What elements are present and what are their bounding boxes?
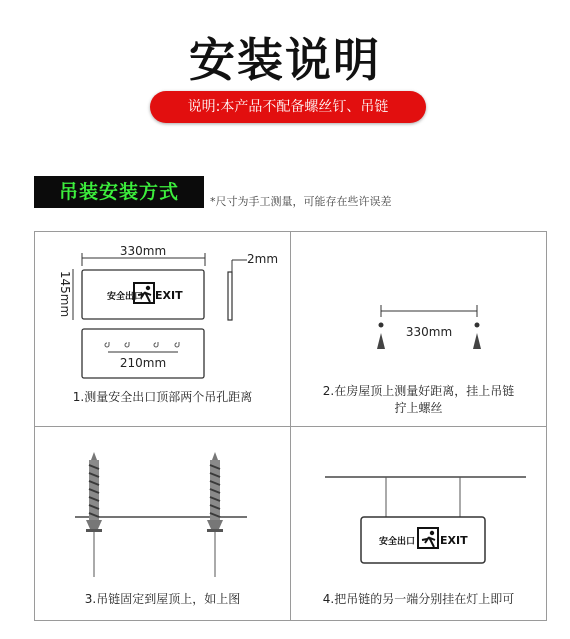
exit-sign-text: 安全出口	[379, 537, 416, 547]
section-title: 吊装安装方式	[34, 176, 204, 208]
sign-back	[82, 329, 204, 378]
notice-banner: 说明:本产品不配备螺丝钉、吊链	[150, 91, 426, 123]
width-label: 330mm	[119, 244, 167, 258]
step-4-caption: 4.把吊链的另一端分别挂在灯上即可	[322, 592, 515, 606]
thickness-label: 2mm	[247, 252, 279, 266]
ceiling-spacing-label: 330mm	[405, 325, 453, 339]
left-screw-icon	[86, 452, 102, 532]
step-2-caption-line1: 2.在房屋顶上测量好距离，挂上吊链	[322, 384, 515, 398]
step-4-panel	[290, 426, 547, 621]
height-label: 145mm	[58, 270, 72, 318]
right-screw-icon	[207, 452, 223, 532]
step-1-panel	[34, 231, 291, 427]
instruction-grid	[34, 231, 547, 621]
right-screw-icon	[473, 323, 481, 350]
page-title: 安装说明	[189, 33, 381, 87]
step-3-caption: 3.吊链固定到屋顶上，如上图	[84, 592, 241, 606]
step-2-diagram	[291, 232, 546, 362]
hole-spacing-label: 210mm	[119, 356, 167, 370]
step-2-caption-line2: 拧上螺丝	[394, 401, 443, 415]
left-screw-icon	[377, 323, 385, 350]
measurement-note: *尺寸为手工测量，可能存在些许误差	[210, 195, 392, 208]
step-3-diagram	[35, 427, 290, 582]
step-1-diagram	[35, 232, 290, 382]
step-2-panel	[290, 231, 547, 427]
sign-front-exit: EXIT	[155, 289, 183, 302]
step-4-diagram	[291, 427, 546, 582]
step-1-caption: 1.测量安全出口顶部两个吊孔距离	[72, 390, 253, 404]
exit-sign-exit: EXIT	[440, 534, 468, 547]
step-3-panel	[34, 426, 291, 621]
sign-side-view	[228, 272, 232, 320]
sign-front-text: 安全出口	[107, 292, 144, 302]
